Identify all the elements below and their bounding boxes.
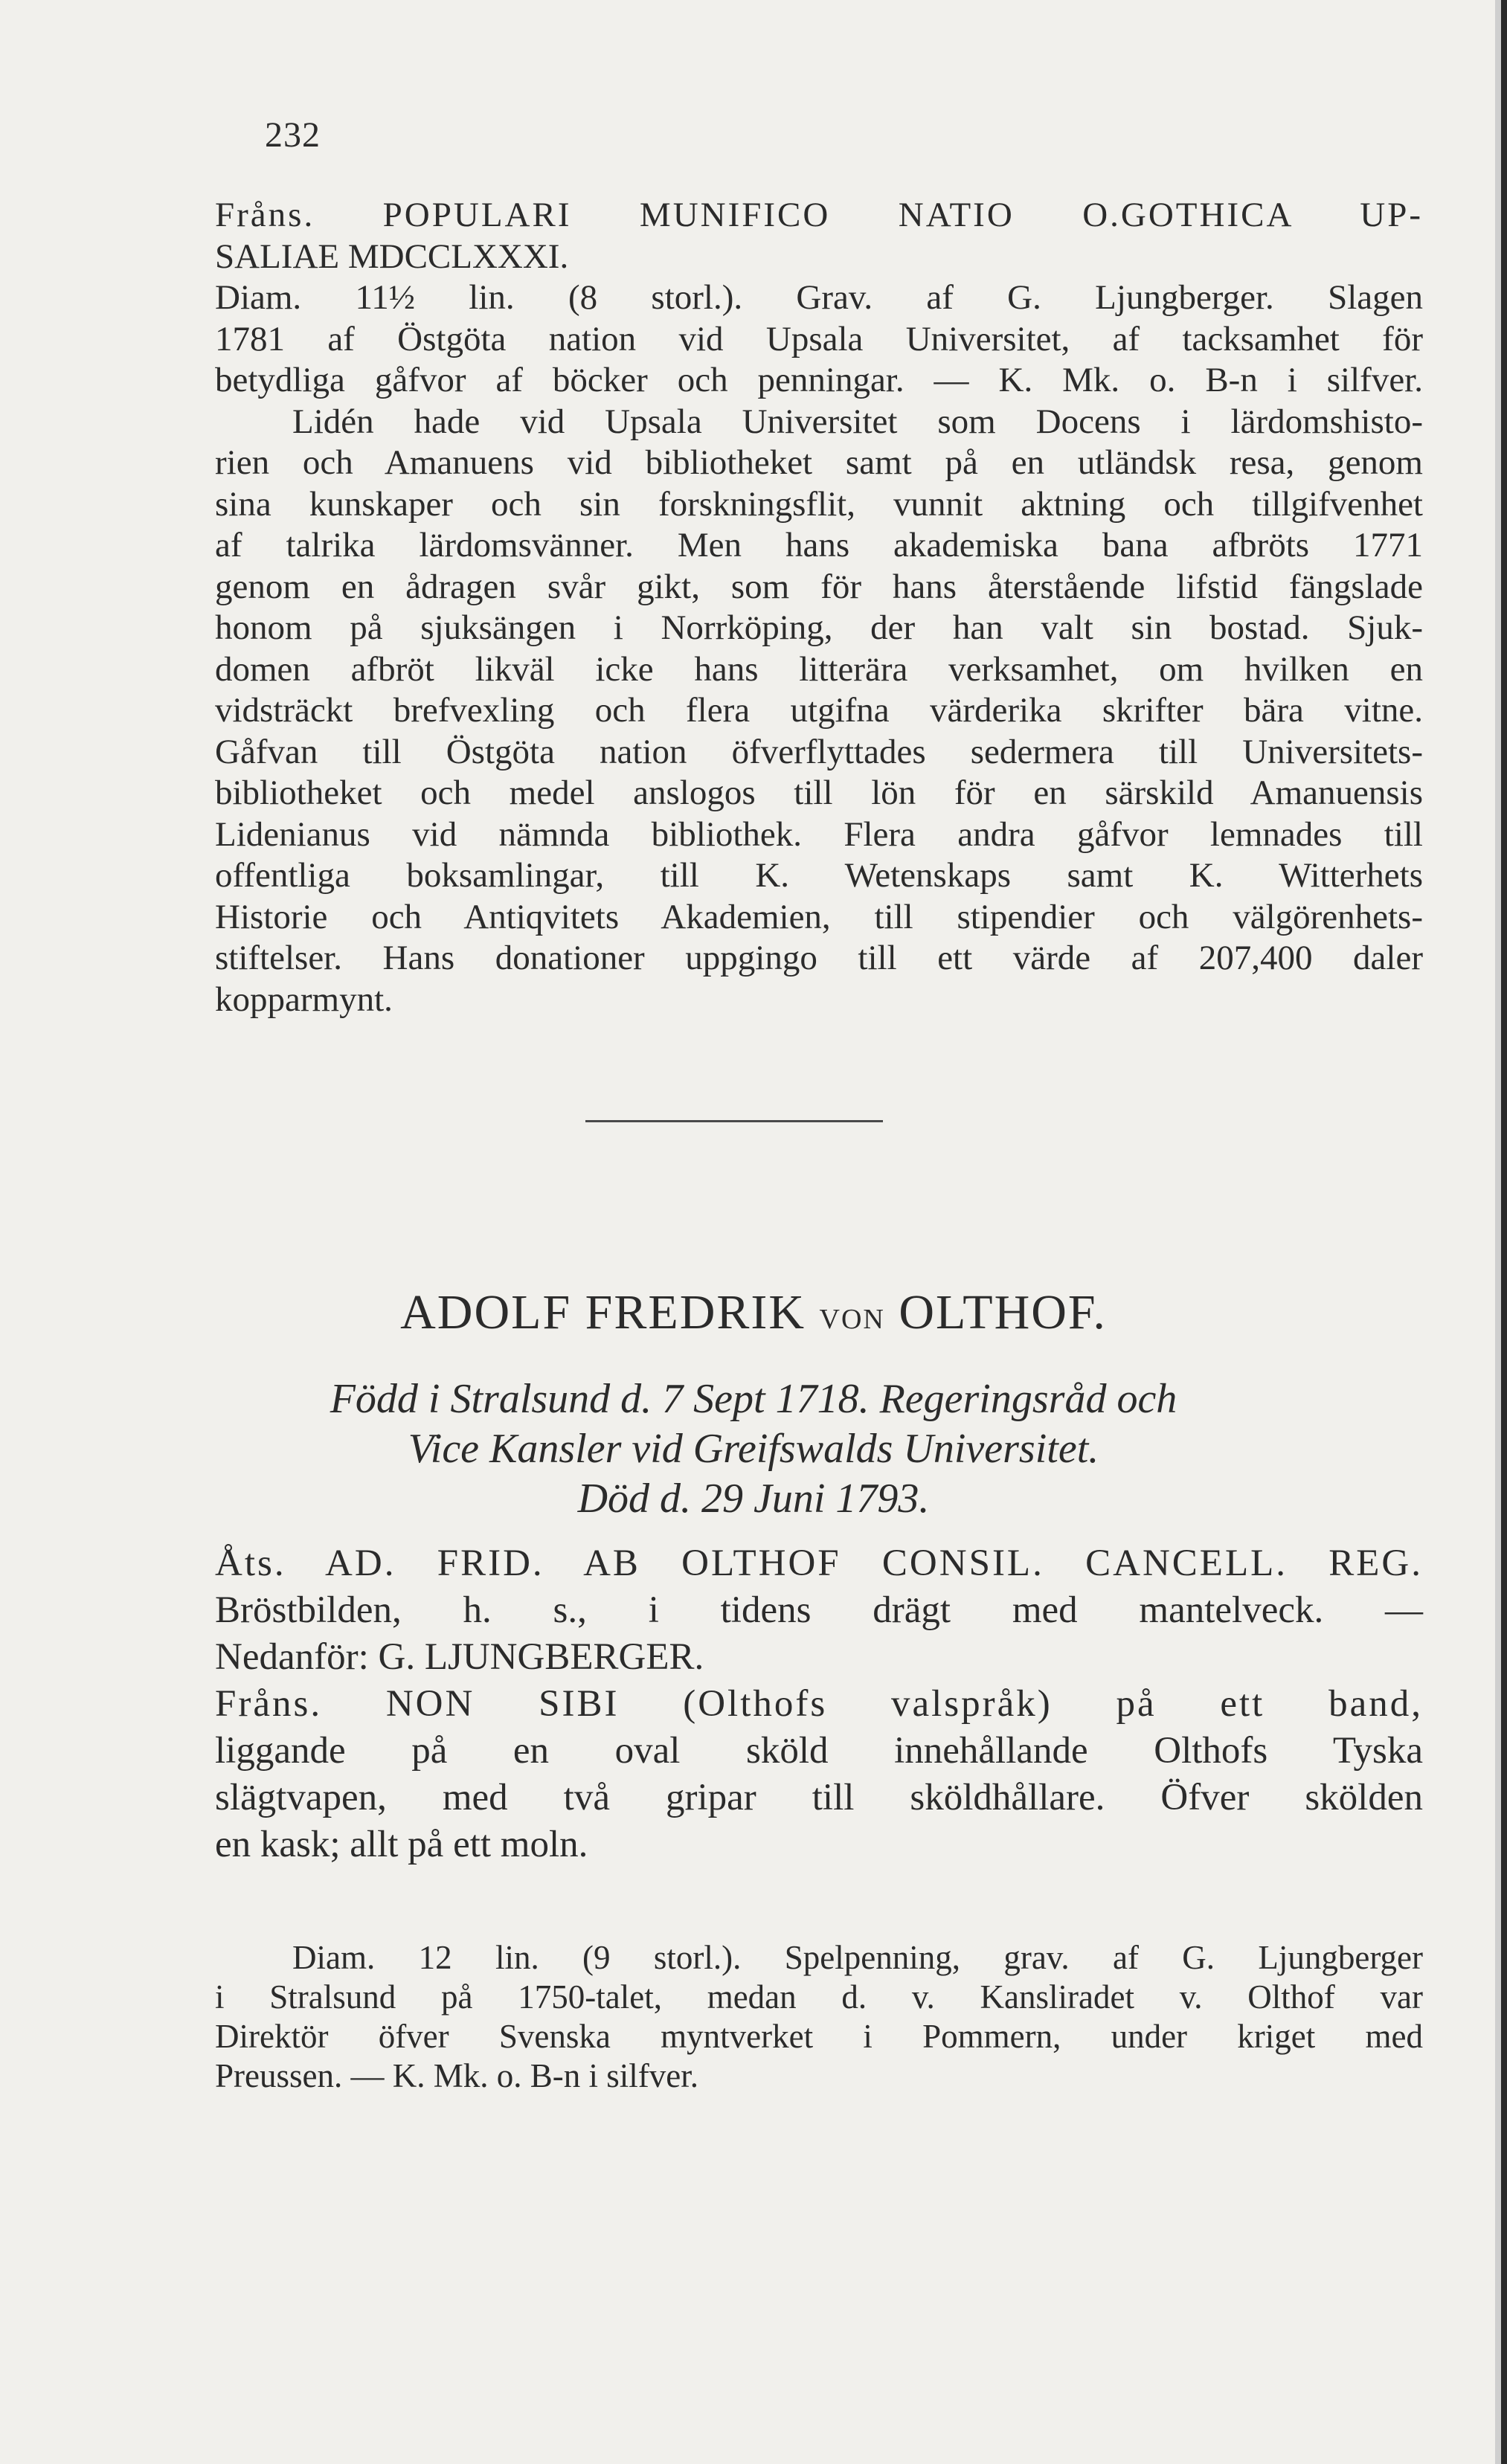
text-line: af talrika lärdomsvänner. Men hans akademiska bana afbröts 1771 (215, 526, 1423, 564)
text-line: Diam. 12 lin. (9 storl.). Spelpenning, grav. af G. Ljungberger (292, 1939, 1423, 1976)
text-line: Preussen. — K. Mk. o. B-n i silfver. (215, 2057, 698, 2094)
section-heading (0, 1284, 1507, 1341)
section-divider (585, 1120, 883, 1122)
text-line: offentliga boksamlingar, till K. Wetenskaps samt K. Witterhets (215, 856, 1423, 895)
text-line: Fråns. POPULARI MUNIFICO NATIO O.GOTHICA UP- (215, 196, 1423, 234)
medal-description-liden (215, 195, 1423, 1020)
text-line: sina kunskaper och sin forskningsflit, vunnit aktning och tillgifvenhet (215, 484, 1423, 524)
bio-line: Vice Kansler vid Greifswalds Universitet. (408, 1426, 1099, 1472)
heading-particle: VON (819, 1304, 885, 1335)
text-line: Direktör öfver Svenska myntverket i Pommern, under kriget med (215, 2018, 1423, 2055)
text-line: bibliotheket och medel anslogos till lön för en särskild Amanuensis (215, 773, 1423, 812)
text-line: vidsträckt brefvexling och flera utgifna värderika skrifter bära vitne. (215, 691, 1423, 730)
bio-line: Född i Stralsund d. 7 Sept 1718. Regeringsråd och (330, 1376, 1177, 1422)
text-line: rien och Amanuens vid bibliotheket samt på en utländsk resa, genom (215, 443, 1423, 482)
medal-description-olthof (215, 1540, 1423, 1868)
text-line: SALIAE MDCCLXXXI. (215, 237, 569, 276)
text-line: Nedanför: G. LJUNGBERGER. (215, 1636, 704, 1678)
text-line: stiftelser. Hans donationer uppgingo till ett värde af 207,400 daler (215, 939, 1423, 977)
text-line: betydliga gåfvor af böcker och penningar. — K. Mk. o. B-n i silfver. (215, 361, 1423, 399)
text-line: honom på sjuksängen i Norrköping, der han valt sin bostad. Sjuk- (215, 608, 1423, 647)
text-line: Fråns. NON SIBI (Olthofs valspråk) på ett band, (215, 1683, 1423, 1725)
text-line: kopparmynt. (215, 980, 393, 1019)
biography (0, 1374, 1507, 1524)
text-line: Bröstbilden, h. s., i tidens drägt med mantelveck. — (215, 1589, 1423, 1631)
text-line: 1781 af Östgöta nation vid Upsala Universitet, af tacksamhet för (215, 319, 1423, 358)
text-line: Gåfvan till Östgöta nation öfverflyttades sedermera till Universitets- (215, 732, 1423, 771)
text-line: genom en ådragen svår gikt, som för hans återstående lifstid fängslade (215, 567, 1423, 606)
text-line: Lidenianus vid nämnda bibliothek. Flera andra gåfvor lemnades till (215, 814, 1423, 854)
text-line: liggande på en oval sköld innehållande Olthofs Tyska (215, 1730, 1423, 1772)
bio-line: Död d. 29 Juni 1793. (577, 1476, 930, 1522)
heading-surname: OLTHOF. (899, 1285, 1107, 1339)
text-line: en kask; allt på ett moln. (215, 1824, 588, 1865)
text-line: slägtvapen, med två gripar till sköldhållare. Öfver skölden (215, 1777, 1423, 1818)
page-number: 232 (265, 115, 321, 155)
page-edge-shadow (1501, 0, 1507, 2464)
text-line: Historie och Antiqvitets Akademien, till stipendier och välgörenhets- (215, 897, 1423, 936)
text-line: domen afbröt likväl icke hans litterära verksamhet, om hvilken en (215, 649, 1423, 689)
text-line: i Stralsund på 1750-talet, medan d. v. Kansliradet v. Olthof var (215, 1978, 1423, 2016)
text-line: Diam. 11½ lin. (8 storl.). Grav. af G. Ljungberger. Slagen (215, 278, 1423, 317)
text-line: Lidén hade vid Upsala Universitet som Docens i lärdomshisto- (292, 402, 1423, 441)
heading-name: ADOLF FREDRIK (400, 1285, 806, 1339)
text-line: Åts. AD. FRID. AB OLTHOF CONSIL. CANCELL. REG. (215, 1543, 1423, 1584)
medal-notes-olthof (215, 1938, 1423, 2096)
